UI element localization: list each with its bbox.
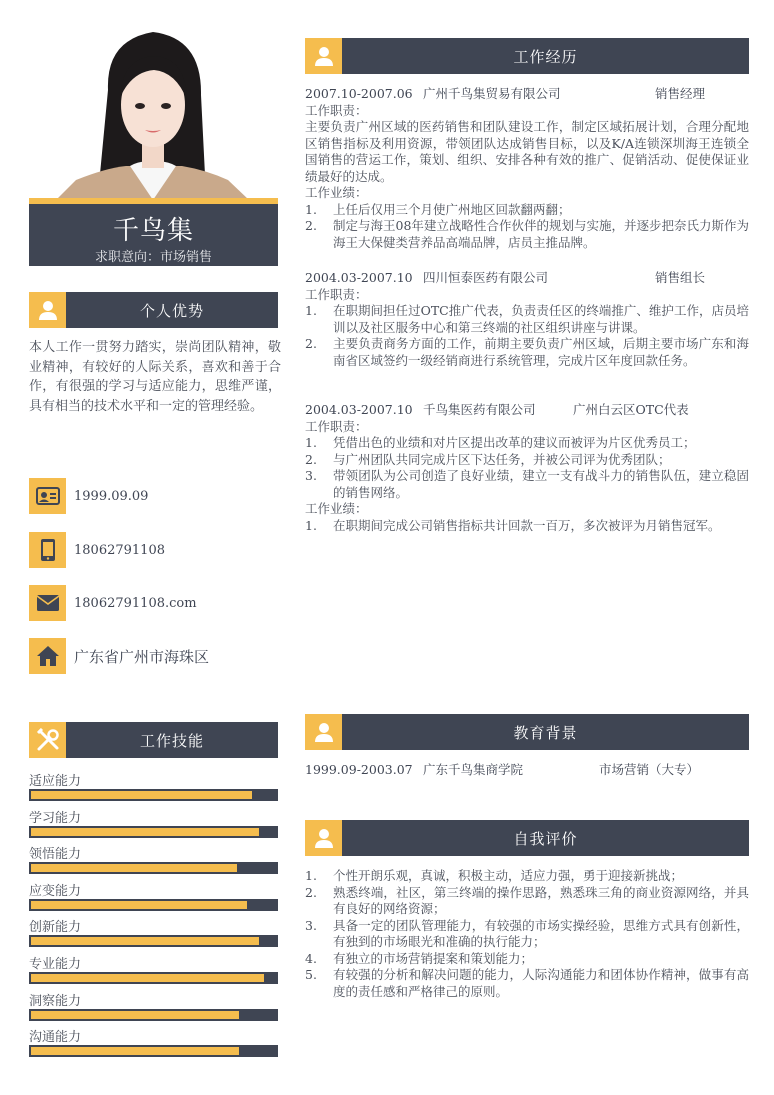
item-number: 3. — [305, 917, 317, 933]
phone-icon — [29, 532, 66, 568]
contact-email — [29, 585, 289, 621]
item-text: 带领团队为公司创造了良好业绩，建立一支有战斗力的销售队伍，建立稳固的销售网络。 — [333, 468, 749, 500]
item-number: 1. — [305, 435, 317, 450]
duty-list — [305, 303, 749, 369]
list-item — [305, 967, 749, 1000]
result-label: 工作业绩： — [305, 185, 368, 200]
list-item — [305, 518, 749, 535]
skill-level-fill — [31, 901, 247, 909]
item-number: 2. — [305, 336, 317, 351]
phone-text[interactable]: 18062791108 — [74, 542, 165, 558]
skills-header — [29, 722, 278, 758]
education-major: 市场营销（大专） — [599, 762, 700, 777]
advantages-text: 本人工作一贯努力踏实，崇尚团队精神，敬业精神，有较好的人际关系，喜欢和善于合作，有很强的学习与适应能力，思维严谨，具有相当的技术水平和一定的管理经验。 — [29, 340, 281, 414]
advantages-header — [29, 292, 278, 328]
list-item — [305, 218, 749, 251]
evaluation-list — [305, 868, 749, 1000]
tools-icon — [29, 722, 66, 758]
list-item — [305, 435, 749, 452]
job-header — [305, 270, 749, 287]
list-item — [305, 452, 749, 469]
item-number: 1. — [305, 868, 317, 883]
section-title: 自我评价 — [342, 820, 749, 856]
item-number: 2. — [305, 884, 317, 900]
list-item — [305, 336, 749, 369]
id-card-icon — [29, 478, 66, 514]
skill-label: 适应能力 — [29, 774, 82, 789]
education-school: 广东千鸟集商学院 — [423, 762, 524, 777]
mail-icon — [29, 585, 66, 621]
item-text: 主要负责商务方面的工作，前期主要负责广州区域，后期主要市场广东和海南省区域签约一级经销商进行系统管理，完成片区年度回款任务。 — [333, 336, 749, 368]
skill-level-bar — [29, 789, 278, 801]
item-text: 在职期间担任过OTC推广代表，负责责任区的终端推广、维护工作，店员培训以及社区服务中心和第三终端的社区组织讲座与讲课。 — [333, 303, 749, 335]
section-title: 个人优势 — [66, 292, 278, 328]
section-title: 工作技能 — [66, 722, 278, 758]
candidate-name: 千鸟集 — [112, 216, 194, 246]
name-band — [29, 198, 278, 266]
skill-level-fill — [31, 937, 259, 945]
contact-address — [29, 638, 289, 674]
contact-birthday — [29, 478, 289, 514]
item-text: 熟悉终端，社区，第三终端的操作思路，熟悉珠三角的商业资源网络，并具有良好的网络资源； — [333, 884, 749, 916]
job-period: 2004.03-2007.10 — [305, 270, 413, 285]
job-entry-1 — [305, 86, 749, 251]
job-position: 销售经理 — [655, 86, 706, 101]
duty-text: 主要负责广州区域的医药销售和团队建设工作，制定区域拓展计划，合理分配地区销售指标及利用资源，带领团队达成销售目标，以及K/A连锁深圳海王连锁全国销售的营运工作，策划、组织、安排各种有效的推广、促销活动、促使保证业绩最好的达成。 — [305, 119, 749, 184]
email-text[interactable]: 18062791108.com — [74, 595, 197, 611]
item-number: 1. — [305, 303, 317, 318]
section-title: 工作经历 — [342, 38, 749, 74]
job-intent: 求职意向：市场销售 — [94, 250, 212, 265]
item-text: 制定与海王08年建立战略性合作伙伴的规划与实施，并逐步把奈氏力斯作为海王大保健类营养品高端品牌，店员主推品牌。 — [333, 218, 749, 250]
item-number: 4. — [305, 950, 317, 966]
skill-level-bar — [29, 935, 278, 947]
skill-level-fill — [31, 1011, 239, 1019]
skill-label: 专业能力 — [29, 957, 82, 972]
result-list — [305, 202, 749, 252]
job-entry-3 — [305, 402, 749, 534]
home-icon — [29, 638, 66, 674]
item-number: 2. — [305, 451, 317, 467]
work-header — [305, 38, 749, 74]
skill-level-bar — [29, 972, 278, 984]
item-text: 上任后仅用三个月使广州地区回款翻两翻； — [333, 201, 571, 217]
job-company: 千鸟集医药有限公司 — [423, 402, 536, 417]
item-text: 个性开朗乐观，真诚，积极主动，适应力强，勇于迎接新挑战； — [333, 868, 684, 883]
skill-label: 洞察能力 — [29, 993, 82, 1009]
skill-level-fill — [31, 1047, 239, 1055]
job-position: 广州白云区OTC代表 — [573, 402, 689, 417]
skill-label: 沟通能力 — [29, 1030, 82, 1046]
item-number: 1. — [305, 517, 317, 533]
evaluation-body — [305, 868, 749, 1000]
person-icon — [305, 820, 342, 856]
contact-phone — [29, 532, 289, 568]
education-period: 1999.09-2003.07 — [305, 762, 413, 777]
list-item — [305, 303, 749, 336]
person-icon — [305, 714, 342, 750]
item-text: 凭借出色的业绩和对片区提出改革的建议而被评为片区优秀员工； — [333, 435, 696, 450]
education-header — [305, 714, 749, 750]
job-header — [305, 402, 749, 419]
job-period: 2004.03-2007.10 — [305, 402, 413, 417]
duty-label: 工作职责： — [305, 102, 368, 118]
list-item — [305, 885, 749, 918]
job-company: 广州千鸟集贸易有限公司 — [423, 86, 561, 101]
skill-label: 应变能力 — [29, 883, 82, 899]
skill-level-bar — [29, 826, 278, 838]
item-text: 有独立的市场营销提案和策划能力； — [333, 950, 534, 966]
list-item — [305, 951, 749, 968]
job-header — [305, 86, 749, 103]
birthday-text: 1999.09.09 — [74, 488, 149, 504]
skill-level-bar — [29, 899, 278, 911]
item-number: 3. — [305, 468, 317, 483]
list-item — [305, 468, 749, 501]
skill-level-bar — [29, 1045, 278, 1057]
result-list — [305, 518, 749, 535]
item-text: 具备一定的团队管理能力，有较强的市场实操经验，思维方式具有创新性，有独到的市场眼光和准确的执行能力； — [333, 917, 749, 949]
profile-photo — [56, 20, 249, 200]
item-number: 5. — [305, 967, 317, 982]
duty-list — [305, 435, 749, 501]
job-entry-2 — [305, 270, 749, 369]
skill-level-bar — [29, 862, 278, 874]
person-icon — [305, 38, 342, 74]
item-text: 与广州团队共同完成片区下达任务，并被公司评为优秀团队； — [333, 451, 671, 467]
evaluation-header — [305, 820, 749, 856]
item-number: 1. — [305, 201, 317, 217]
skill-label: 领悟能力 — [29, 847, 82, 863]
job-position: 销售组长 — [655, 270, 706, 285]
duty-label: 工作职责： — [305, 286, 368, 302]
skill-label: 创新能力 — [29, 920, 82, 936]
job-company: 四川恒泰医药有限公司 — [423, 270, 549, 285]
skill-level-fill — [31, 974, 264, 982]
skill-level-fill — [31, 864, 237, 872]
skill-level-bar — [29, 1009, 278, 1021]
person-icon — [29, 292, 66, 328]
education-row — [305, 762, 749, 779]
item-text: 有较强的分析和解决问题的能力，人际沟通能力和团体协作精神，做事有高度的责任感和严格律己的原则。 — [333, 967, 749, 999]
list-item — [305, 918, 749, 951]
education-entry — [305, 762, 749, 779]
section-title: 教育背景 — [342, 714, 749, 750]
list-item — [305, 868, 749, 885]
item-number: 2. — [305, 218, 317, 233]
item-text: 在职期间完成公司销售指标共计回款一百万，多次被评为月销售冠军。 — [333, 517, 721, 533]
list-item — [305, 202, 749, 219]
duty-label: 工作职责： — [305, 418, 368, 434]
address-text: 广东省广州市海珠区 — [74, 647, 210, 666]
job-period: 2007.10-2007.06 — [305, 86, 413, 101]
skill-level-fill — [31, 791, 252, 799]
result-label: 工作业绩： — [305, 501, 368, 516]
skill-label: 学习能力 — [29, 810, 82, 826]
skill-level-fill — [31, 828, 259, 836]
